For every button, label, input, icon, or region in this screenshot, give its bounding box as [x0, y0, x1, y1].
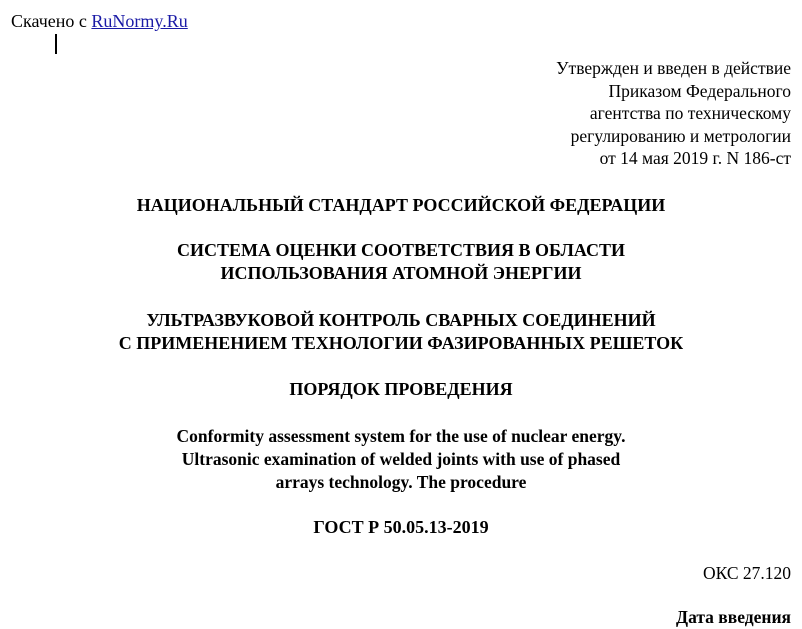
- system-title-heading: [0, 239, 802, 285]
- designation-heading: [0, 516, 802, 539]
- approval-line: Утвержден и введен в действие: [556, 58, 791, 78]
- source-line: [11, 10, 188, 32]
- subject-title-line: С ПРИМЕНЕНИЕМ ТЕХНОЛОГИИ ФАЗИРОВАННЫХ РЕШЕТОК: [118, 333, 684, 353]
- english-title-line: arrays technology. The procedure: [275, 472, 527, 492]
- english-title-line: Ultrasonic examination of welded joints with use of phased: [181, 449, 621, 469]
- source-prefix: Скачено с: [11, 11, 92, 31]
- approval-line: Приказом Федерального: [608, 80, 791, 101]
- subject-title-heading: [0, 309, 802, 355]
- procedure-title-line: ПОРЯДОК ПРОВЕДЕНИЯ: [289, 379, 513, 399]
- oks-code: ОКС 27.120: [702, 563, 791, 583]
- subject-title-line: УЛЬТРАЗВУКОВОЙ КОНТРОЛЬ СВАРНЫХ СОЕДИНЕНИЙ: [146, 310, 656, 330]
- procedure-title-heading: [0, 378, 802, 401]
- system-title-line: ИСПОЛЬЗОВАНИЯ АТОМНОЙ ЭНЕРГИИ: [220, 263, 582, 283]
- standard-type-heading: [0, 194, 802, 217]
- english-title-line: Conformity assessment system for the use of nuclear energy.: [176, 426, 626, 446]
- system-title-line: СИСТЕМА ОЦЕНКИ СООТВЕТСТВИЯ В ОБЛАСТИ: [176, 240, 626, 260]
- approval-line: регулированию и метрологии: [570, 125, 791, 146]
- designation-line: ГОСТ Р 50.05.13-2019: [313, 517, 489, 537]
- standard-type-line: НАЦИОНАЛЬНЫЙ СТАНДАРТ РОССИЙСКОЙ ФЕДЕРАЦИИ: [136, 195, 666, 215]
- text-cursor: [55, 34, 57, 54]
- approval-block: [556, 57, 791, 170]
- runormy-link[interactable]: RuNormy.Ru: [91, 11, 188, 31]
- approval-line: агентства по техническому: [589, 103, 791, 124]
- english-title-heading: [0, 425, 802, 494]
- intro-date-label: Дата введения: [676, 607, 791, 627]
- approval-line: от 14 мая 2019 г. N 186-ст: [599, 148, 791, 169]
